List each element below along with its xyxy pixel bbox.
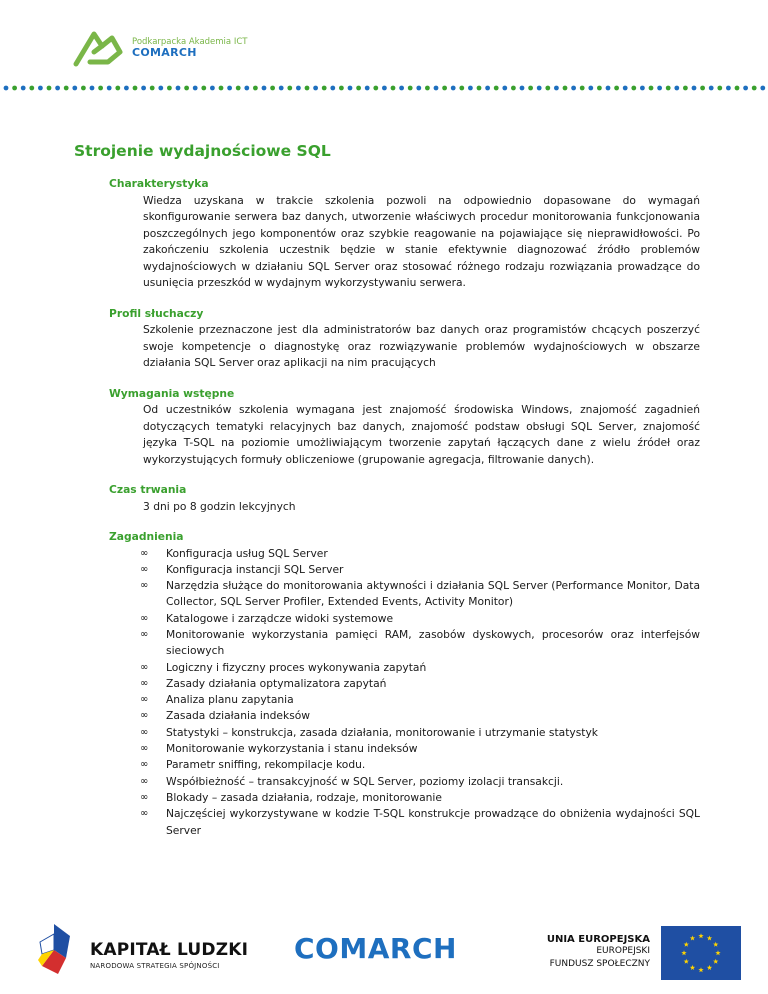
divider-dot: [365, 86, 370, 91]
section-body: Szkolenie przeznaczone jest dla administratorów baz danych oraz programistów chcących poszerzyć swoje kompetencje o diagnostykę oraz rozwiązywanie problemów wydajnościowych w obszarze działania SQL Server oraz aplikacji na nim pracujących: [143, 323, 700, 369]
divider-dot: [760, 86, 765, 91]
list-item-text: Blokady – zasada działania, rodzaje, monitorowanie: [166, 790, 442, 804]
divider-dot: [244, 86, 249, 91]
bullet-icon: ∞: [140, 628, 149, 640]
divider-dot: [81, 86, 86, 91]
logo-academy-name: Podkarpacka Akademia ICT: [132, 36, 248, 47]
list-item-text: Logiczny i fizyczny proces wykonywania zapytań: [166, 660, 427, 674]
list-item-text: Konfiguracja usług SQL Server: [166, 546, 328, 560]
list-item-text: Narzędzia służące do monitorowania aktywności i działania SQL Server (Performance Monitor, Data Collector, SQL Server Profiler, Extended Events, Activity Monitor): [166, 579, 700, 609]
divider-dot: [399, 86, 404, 91]
divider-dot: [408, 86, 413, 91]
divider-dot: [47, 86, 52, 91]
divider-dot: [348, 86, 353, 91]
section-body: Od uczestników szkolenia wymagana jest znajomość środowiska Windows, znajomość zagadnień dotyczących tematyki relacyjnych baz danych, znajomość podstaw obsługi SQL Server, znajomość języka T-SQL na poziomie umożliwiającym tworzenie zapytań łączących dane z wielu źródeł oraz wykorzystujących formuły obliczeniowe (grupowanie agregacja, filtrowanie danych).: [143, 403, 700, 466]
bullet-icon: ∞: [140, 694, 149, 706]
divider-dot: [12, 86, 17, 91]
divider-dot: [588, 86, 593, 91]
topic-list: [140, 546, 700, 839]
divider-dot: [700, 86, 705, 91]
list-item-text: Monitorowanie wykorzystania i stanu indeksów: [166, 742, 418, 756]
divider-dot: [64, 86, 69, 91]
list-item: [140, 692, 700, 708]
document-content: [74, 142, 700, 853]
divider-dot: [158, 86, 163, 91]
divider-dot: [296, 86, 301, 91]
divider-dot: [528, 86, 533, 91]
list-item: [140, 757, 700, 773]
divider-dot: [305, 86, 310, 91]
list-item: [140, 627, 700, 660]
akademia-logo-icon: [72, 28, 124, 68]
kapital-ludzki-logo: [30, 924, 250, 980]
bullet-icon: ∞: [140, 563, 149, 575]
kapital-ludzki-title: KAPITAŁ LUDZKI: [90, 940, 249, 960]
eu-flag-icon: [661, 926, 741, 980]
divider-dot: [55, 86, 60, 91]
divider-dot: [416, 86, 421, 91]
section-heading: Charakterystyka: [109, 177, 209, 190]
bullet-icon: ∞: [140, 710, 149, 722]
divider-dot: [649, 86, 654, 91]
divider-dot: [614, 86, 619, 91]
divider-dot: [545, 86, 550, 91]
divider-dot: [494, 86, 499, 91]
divider-dot: [468, 86, 473, 91]
bullet-icon: ∞: [140, 759, 149, 771]
section-heading: Wymagania wstępne: [109, 386, 235, 400]
divider-dot: [666, 86, 671, 91]
section-duration: [109, 482, 700, 515]
divider-dot: [743, 86, 748, 91]
divider-dot: [563, 86, 568, 91]
divider-dot: [520, 86, 525, 91]
divider-dot: [279, 86, 284, 91]
list-item: [140, 790, 700, 806]
divider-dot: [485, 86, 490, 91]
divider-dot: [580, 86, 585, 91]
bullet-icon: ∞: [140, 791, 149, 803]
list-item: [140, 676, 700, 692]
dotted-divider: [0, 85, 768, 91]
divider-dot: [726, 86, 731, 91]
divider-dot: [339, 86, 344, 91]
section-heading: Czas trwania: [109, 483, 187, 496]
list-item-text: Analiza planu zapytania: [166, 693, 294, 707]
divider-dot: [141, 86, 146, 91]
divider-dot: [597, 86, 602, 91]
section-heading: Zagadnienia: [109, 530, 184, 543]
list-item: [140, 774, 700, 790]
bullet-icon: ∞: [140, 677, 149, 689]
eu-subtitle-1: EUROPEJSKI: [596, 946, 650, 956]
list-item: [140, 578, 700, 611]
list-item-text: Parametr sniffing, rekompilacje kodu.: [166, 758, 366, 772]
divider-dot: [29, 86, 34, 91]
divider-dot: [373, 86, 378, 91]
list-item-text: Zasada działania indeksów: [166, 709, 311, 723]
comarch-logo: COMARCH: [294, 932, 457, 965]
divider-dot: [554, 86, 559, 91]
divider-dot: [692, 86, 697, 91]
divider-dot: [107, 86, 112, 91]
divider-dot: [210, 86, 215, 91]
list-item-text: Współbieżność – transakcyjność w SQL Server, poziomy izolacji transakcji.: [166, 774, 564, 788]
divider-dot: [72, 86, 77, 91]
eu-label: [540, 934, 650, 971]
divider-dot: [287, 86, 292, 91]
divider-dot: [391, 86, 396, 91]
divider-dot: [219, 86, 224, 91]
divider-dot: [167, 86, 172, 91]
divider-dot: [709, 86, 714, 91]
divider-dot: [571, 86, 576, 91]
list-item-text: Monitorowanie wykorzystania pamięci RAM, zasobów dyskowych, procesorów oraz interfejsów sieciowych: [166, 627, 700, 658]
divider-dot: [184, 86, 189, 91]
divider-dot: [735, 86, 740, 91]
divider-dot: [606, 86, 611, 91]
divider-dot: [477, 86, 482, 91]
divider-dot: [115, 86, 120, 91]
list-item: [140, 562, 700, 578]
page-title: Strojenie wydajnościowe SQL: [74, 142, 331, 160]
divider-dot: [201, 86, 206, 91]
divider-dot: [90, 86, 95, 91]
section-audience: [109, 306, 700, 372]
list-item-text: Katalogowe i zarządcze widoki systemowe: [166, 611, 394, 625]
divider-dot: [382, 86, 387, 91]
list-item: [140, 611, 700, 627]
divider-dot: [459, 86, 464, 91]
list-item-text: Konfiguracja instancji SQL Server: [166, 562, 344, 576]
divider-dot: [253, 86, 258, 91]
divider-dot: [683, 86, 688, 91]
divider-dot: [193, 86, 198, 91]
list-item: [140, 546, 700, 562]
divider-dot: [434, 86, 439, 91]
header-logo: [72, 26, 272, 70]
divider-dot: [640, 86, 645, 91]
list-item: [140, 660, 700, 676]
divider-dot: [124, 86, 129, 91]
divider-dot: [227, 86, 232, 91]
divider-dot: [356, 86, 361, 91]
bullet-icon: ∞: [140, 547, 149, 559]
kapital-ludzki-emblem-icon: [38, 924, 70, 974]
section-requirements: [109, 386, 700, 469]
bullet-icon: ∞: [140, 808, 149, 820]
section-body: 3 dni po 8 godzin lekcyjnych: [143, 499, 296, 513]
divider-dot: [442, 86, 447, 91]
section-heading: Profil słuchaczy: [109, 306, 204, 320]
divider-dot: [752, 86, 757, 91]
list-item: [140, 806, 700, 839]
divider-dot: [21, 86, 26, 91]
divider-dot: [322, 86, 327, 91]
list-item: [140, 725, 700, 741]
bullet-icon: ∞: [140, 580, 149, 592]
divider-dot: [262, 86, 267, 91]
divider-dot: [674, 86, 679, 91]
divider-dot: [717, 86, 722, 91]
divider-dot: [313, 86, 318, 91]
bullet-icon: ∞: [140, 726, 149, 738]
divider-dot: [425, 86, 430, 91]
divider-dot: [270, 86, 275, 91]
divider-dot: [176, 86, 181, 91]
bullet-icon: ∞: [140, 743, 149, 755]
divider-dot: [511, 86, 516, 91]
divider-dot: [133, 86, 138, 91]
divider-dot: [38, 86, 43, 91]
eu-subtitle-2: FUNDUSZ SPOŁECZNY: [549, 959, 650, 969]
divider-dot: [98, 86, 103, 91]
list-item-text: Statystyki – konstrukcja, zasada działania, monitorowanie i utrzymanie statystyk: [166, 725, 598, 739]
divider-dot: [330, 86, 335, 91]
kapital-ludzki-subtitle: NARODOWA STRATEGIA SPÓJNOŚCI: [90, 962, 220, 970]
section-body: Wiedza uzyskana w trakcie szkolenia pozwoli na odpowiednio dopasowane do wymagań skonfigurowanie serwera baz danych, utworzenie właściwych procedur monitorowania funkcjonowania poszczególnych jego komponentów oraz szybkie reagowanie na pojawiające się nieprawidłowości. Po zakończeniu szkolenia uczestnik będzie w stanie efektywnie diagnozować źródło problemów wydajnościowych w działaniu SQL Server oraz stosować różnego rodzaju rozwiązania prowadzące do usunięcia przeszkód w wydajnym wykorzystywaniu serwera.: [143, 193, 700, 289]
list-item-text: Zasady działania optymalizatora zapytań: [166, 676, 387, 690]
list-item: [140, 741, 700, 757]
eu-title: UNIA EUROPEJSKA: [546, 934, 650, 945]
divider-dot: [502, 86, 507, 91]
divider-dot: [537, 86, 542, 91]
list-item-text: Najczęściej wykorzystywane w kodzie T-SQL konstrukcje prowadzące do obniżenia wydajności SQL Server: [166, 807, 700, 837]
divider-dot: [236, 86, 241, 91]
logo-comarch: COMARCH: [132, 45, 197, 59]
bullet-icon: ∞: [140, 612, 149, 624]
section-characteristics: [109, 176, 700, 292]
footer: [0, 920, 768, 994]
list-item: [140, 708, 700, 724]
divider-dot: [451, 86, 456, 91]
divider-dot: [150, 86, 155, 91]
divider-dot: [623, 86, 628, 91]
bullet-icon: ∞: [140, 775, 149, 787]
divider-dot: [4, 86, 9, 91]
bullet-icon: ∞: [140, 661, 149, 673]
divider-dot: [657, 86, 662, 91]
divider-dot: [631, 86, 636, 91]
section-topics: [109, 529, 700, 839]
